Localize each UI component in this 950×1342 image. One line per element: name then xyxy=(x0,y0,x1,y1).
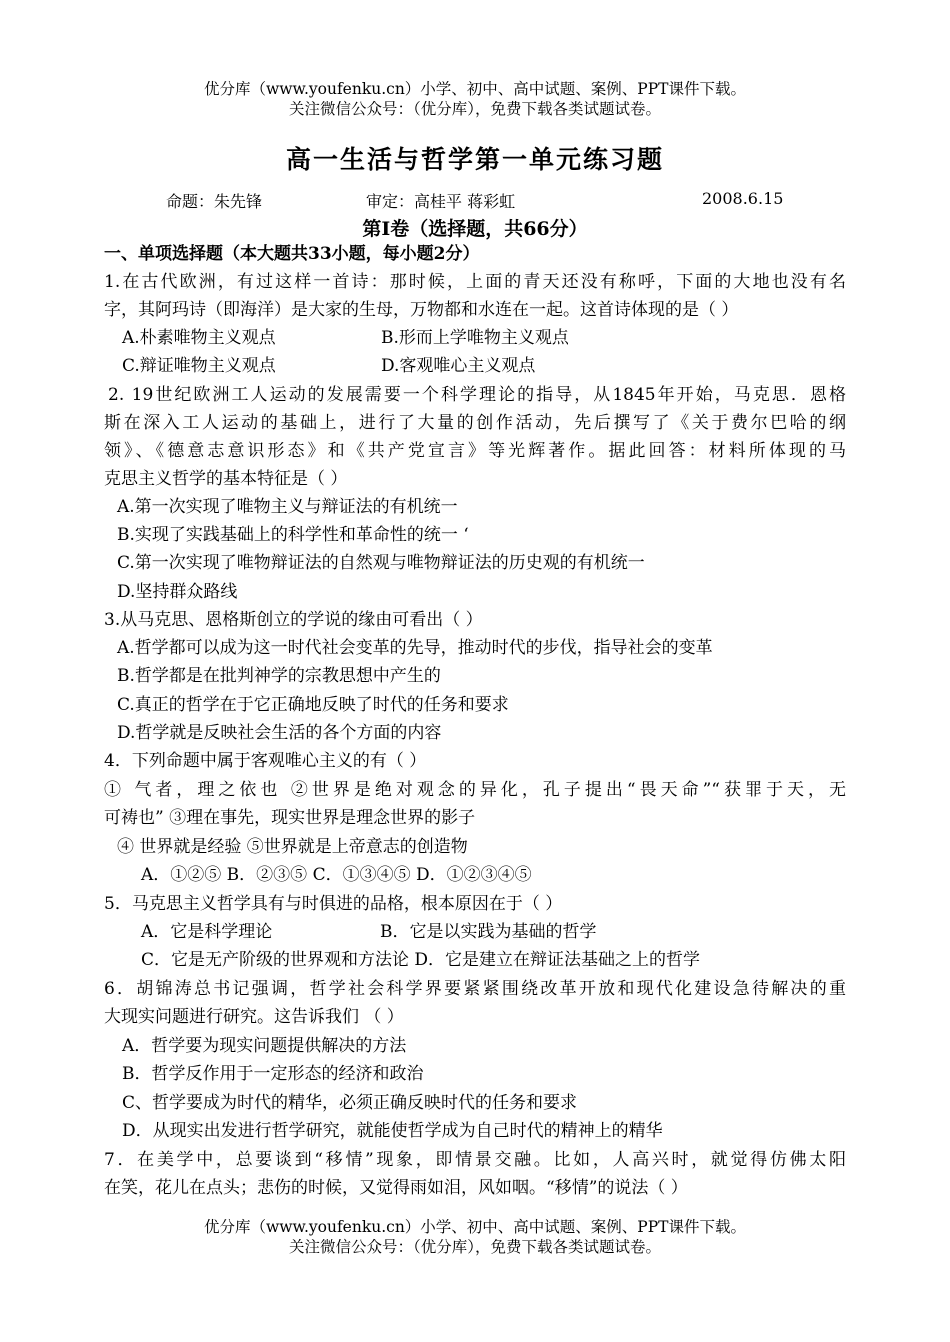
option-line: A.朴素唯物主义观点 xyxy=(122,328,276,348)
option-line: B.哲学都是在批判神学的宗教思想中产生的 xyxy=(117,666,441,686)
text-line: 7．在美学中，总要谈到“移情”现象，即情景交融。比如，人高兴时，就觉得仿佛太阳 xyxy=(104,1150,846,1170)
meta-date: 2008.6.15 xyxy=(702,189,784,208)
option-line: A．它是科学理论 xyxy=(141,922,273,942)
text-line: 6．胡锦涛总书记强调，哲学社会科学界要紧紧围绕改革开放和现代化建设急待解决的重 xyxy=(104,979,846,999)
footer-line-1: 优分库（www.youfenku.cn）小学、初中、高中试题、案例、PPT课件下载。 xyxy=(203,1218,747,1236)
option-line: A．哲学要为现实问题提供解决的方法 xyxy=(122,1036,407,1056)
text-line: 5．马克思主义哲学具有与时俱进的品格，根本原因在于（ ） xyxy=(104,894,563,914)
text-line: 克思主义哲学的基本特征是（ ） xyxy=(104,469,348,489)
option-line: C.辩证唯物主义观点 xyxy=(122,356,276,376)
option-line: B.形而上学唯物主义观点 xyxy=(381,328,569,348)
header-line-1: 优分库（www.youfenku.cn）小学、初中、高中试题、案例、PPT课件下载。 xyxy=(203,80,747,98)
option-line: D.哲学就是反映社会生活的各个方面的内容 xyxy=(117,723,442,743)
text-line: 2. 19世纪欧洲工人运动的发展需要一个科学理论的指导，从1845年开始，马克思．恩格 xyxy=(108,385,846,405)
option-line: D．从现实出发进行哲学研究，就能使哲学成为自己时代的精神上的精华 xyxy=(122,1121,663,1141)
option-line: D.坚持群众路线 xyxy=(117,582,238,602)
option-line: A．①②⑤ B．②③⑤ C．①③④⑤ D．①②③④⑤ xyxy=(141,865,532,885)
meta-reviewer: 审定：高桂平 蒋彩虹 xyxy=(366,192,516,211)
section-title: 一、单项选择题（本大题共33小题，每小题2分） xyxy=(104,244,480,264)
page-footer xyxy=(0,1217,950,1257)
text-line: 4．下列命题中属于客观唯心主义的有（ ） xyxy=(104,751,427,771)
option-line: A.第一次实现了唯物主义与辩证法的有机统一 xyxy=(117,497,458,517)
text-line: 3.从马克思、恩格斯创立的学说的缘由可看出（ ） xyxy=(104,610,483,630)
option-line: D.客观唯心主义观点 xyxy=(381,356,536,376)
text-line: ① 气者，理之依也 ②世界是绝对观念的异化，孔子提出“畏天命”“获罪于天，无 xyxy=(104,780,846,800)
text-line: 可祷也” ③理在事先，现实世界是理念世界的影子 xyxy=(104,808,476,828)
document-meta xyxy=(0,189,950,211)
meta-author: 命题：朱先锋 xyxy=(166,192,263,211)
text-line: 字，其阿玛诗（即海洋）是大家的生母，万物都和水连在一起。这首诗体现的是（ ） xyxy=(104,300,739,320)
text-line: 斯在深入工人运动的基础上，进行了大量的创作活动，先后撰写了《关于费尔巴哈的纲 xyxy=(104,413,846,433)
option-line: B.实现了实践基础上的科学性和革命性的统一 ‘ xyxy=(117,525,469,545)
document-title: 高一生活与哲学第一单元练习题 xyxy=(285,145,664,174)
text-line: 领》、《德意志意识形态》和《共产党宣言》等光辉著作。据此回答：材料所体现的马 xyxy=(104,441,846,461)
option-line: A.哲学都可以成为这一时代社会变革的先导，推动时代的步伐，指导社会的变革 xyxy=(117,638,713,658)
option-line: C、哲学要成为时代的精华，必须正确反映时代的任务和要求 xyxy=(122,1093,578,1113)
text-line: 1.在古代欧洲，有过这样一首诗：那时候，上面的青天还没有称呼，下面的大地也没有名 xyxy=(104,272,846,292)
option-line: C．它是无产阶级的世界观和方法论 D．它是建立在辩证法基础之上的哲学 xyxy=(141,950,701,970)
page-header xyxy=(0,79,950,119)
option-line: C.第一次实现了唯物辩证法的自然观与唯物辩证法的历史观的有机统一 xyxy=(117,553,645,573)
text-line: ④ 世界就是经验 ⑤世界就是上帝意志的创造物 xyxy=(117,837,468,857)
option-line: C.真正的哲学在于它正确地反映了时代的任务和要求 xyxy=(117,695,509,715)
option-line: B．哲学反作用于一定形态的经济和政治 xyxy=(122,1064,424,1084)
header-line-2: 关注微信公众号：（优分库），免费下载各类试题试卷。 xyxy=(288,100,661,118)
text-line: 在笑，花儿在点头；悲伤的时候，又觉得雨如泪，风如咽。“移情”的说法（ ） xyxy=(104,1178,688,1198)
option-line: B．它是以实践为基础的哲学 xyxy=(380,922,597,942)
volume-title: 第Ⅰ卷（选择题，共66分） xyxy=(362,218,588,240)
text-line: 大现实问题进行研究。这告诉我们 （ ） xyxy=(104,1007,404,1027)
footer-line-2: 关注微信公众号：（优分库），免费下载各类试题试卷。 xyxy=(288,1238,661,1256)
